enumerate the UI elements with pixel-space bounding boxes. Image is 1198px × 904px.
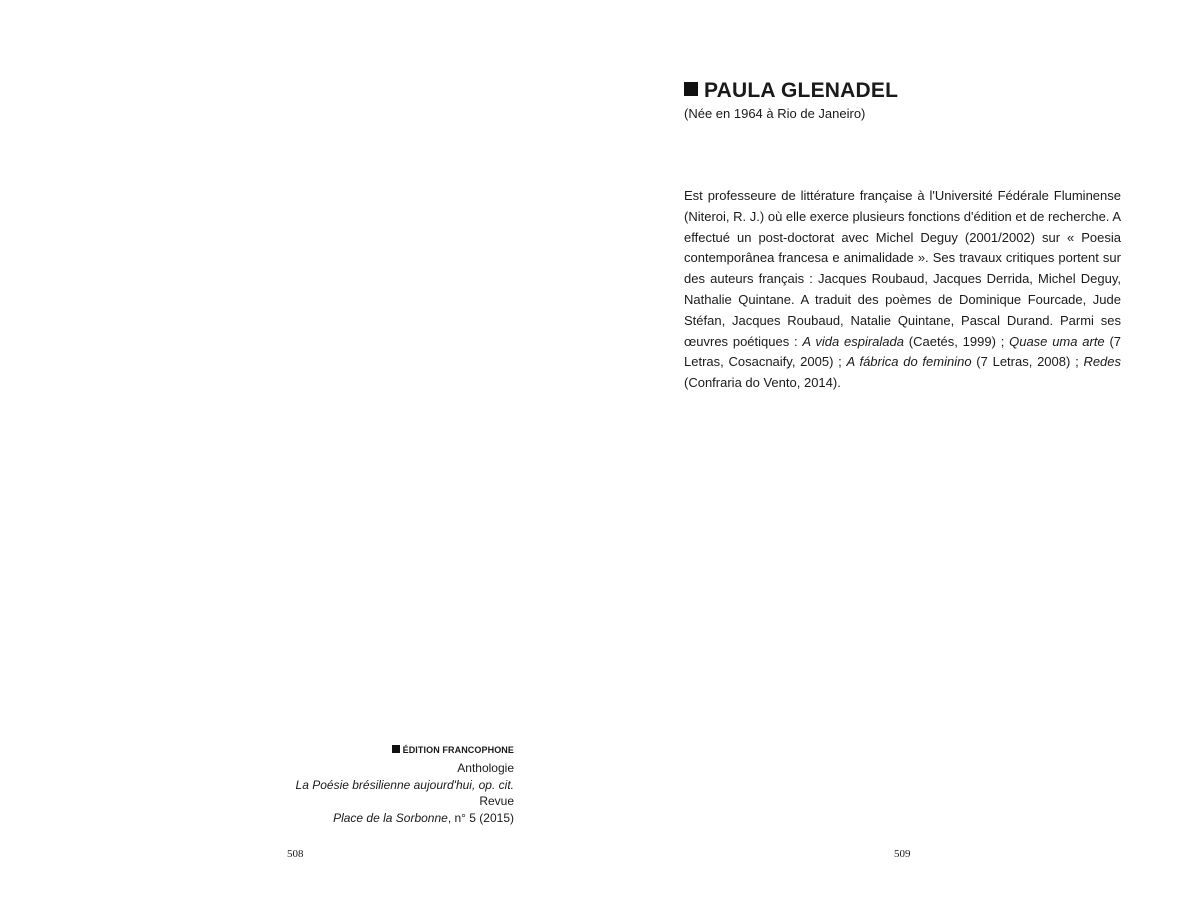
author-name xyxy=(684,78,1124,104)
review-citation xyxy=(234,810,514,827)
square-bullet-icon xyxy=(392,745,400,753)
author-name-text: PAULA GLENADEL xyxy=(704,79,899,102)
work-title: A fábrica do feminino xyxy=(846,354,972,370)
work-ref: (Confraria do Vento, 2014). xyxy=(684,375,841,391)
work-ref: (7 Letras, 2008) ; xyxy=(971,354,1084,370)
anthology-title: La Poésie brésilienne aujourd'hui xyxy=(295,777,472,792)
work-title: A vida espiralada xyxy=(802,333,904,349)
anthology-citation xyxy=(234,777,514,794)
edition-heading xyxy=(234,744,514,756)
page-number-right: 509 xyxy=(894,848,911,860)
work-title: Quase uma arte xyxy=(1009,333,1105,349)
work-ref: (Caetés, 1999) ; xyxy=(903,333,1010,349)
bio-text: Est professeure de littérature française à l'Université Fédérale Fluminense (Niteroi, R. J.) où elle exerce plusieurs fonctions d'édition et de recherche. A effectué un post-doctorat avec Michel Deguy (2001/2002) sur « Poesia contemporânea francesa e animalidade ». Ses travaux critiques portent sur des auteurs français : Jacques Roubaud, Jacques Derrida, Michel Deguy, Nathalie Quintane. A traduit des poèmes de Dominique Fourcade, Jude Stéfan, Jacques Roubaud, Natalie Quintane, Pascal Durand. Parmi ses œuvres poétiques : xyxy=(684,188,1121,349)
author-biography xyxy=(684,186,1121,394)
work-ref: (7 Letras, Cosacnaify, 2005) ; xyxy=(684,333,1122,370)
anthology-ref: , op. cit. xyxy=(471,777,514,792)
review-ref: , n° 5 (2015) xyxy=(447,810,514,825)
author-header xyxy=(684,78,1124,122)
page-number-left: 508 xyxy=(287,848,304,860)
anthology-label: Anthologie xyxy=(457,761,514,775)
edition-block xyxy=(234,744,514,826)
square-bullet-icon xyxy=(684,82,698,96)
review-label: Revue xyxy=(479,794,514,808)
work-title: Redes xyxy=(1083,354,1122,370)
review-title: Place de la Sorbonne xyxy=(333,810,448,825)
author-dates: (Née en 1964 à Rio de Janeiro) xyxy=(684,106,866,121)
edition-heading-text: ÉDITION FRANCOPHONE xyxy=(402,745,514,755)
right-page xyxy=(599,0,1198,904)
